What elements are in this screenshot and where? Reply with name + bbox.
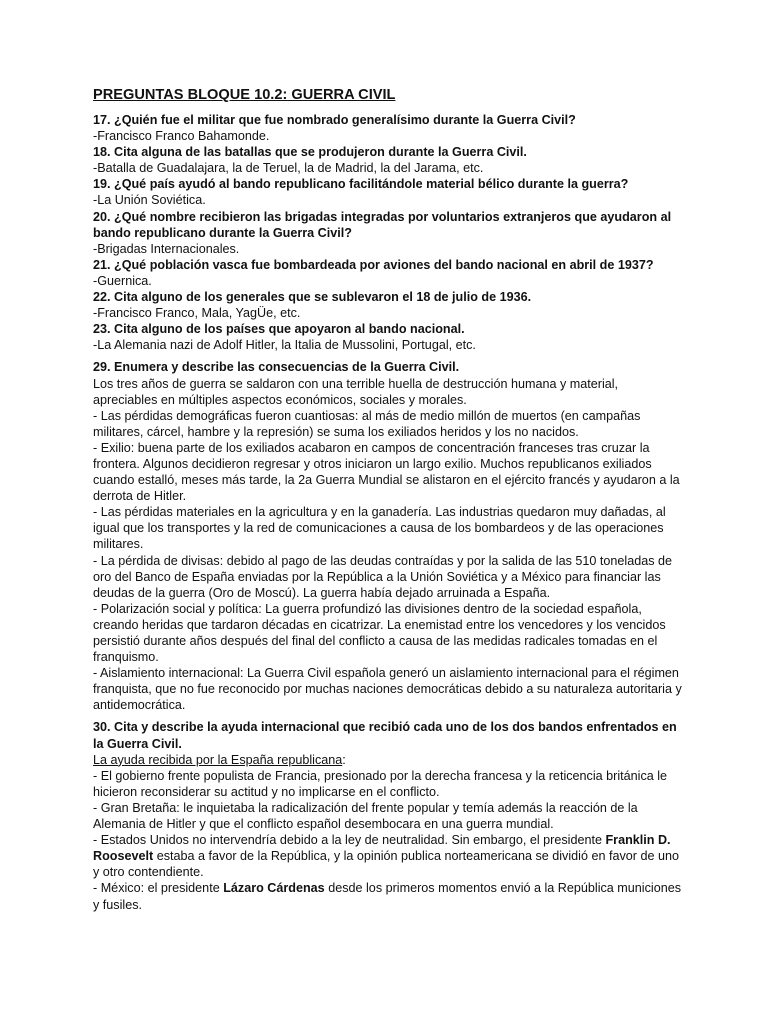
answer-19: -La Unión Soviética. bbox=[93, 193, 206, 208]
q29-paragraph: - Exilio: buena parte de los exiliados acabaron en campos de concentración franceses tras cruzar la frontera. Algunos decidieron regresar y otros iniciaron un largo exilio. Muchos republicanos exiliados cuando estalló, meses más tarde, la 2a Guerra Mundial se alistaron en el ejército francés y ayudaron a la derrota de Hitler. bbox=[93, 440, 680, 504]
q30-usa-bold-name: Franklin D. Roosevelt bbox=[93, 833, 671, 864]
document-title: PREGUNTAS BLOQUE 10.2: GUERRA CIVIL bbox=[93, 87, 396, 103]
q29-paragraph: - La pérdida de divisas: debido al pago de las deudas contraídas y por la salida de las 510 toneladas de oro del Banco de España enviadas por la República a la Unión Soviética y a México para financiar las deudas de la guerra (Oro de Moscú). La guerra había dejado arruinada a España. bbox=[93, 553, 673, 600]
answer-22: -Francisco Franco, Mala, YagÜe, etc. bbox=[93, 306, 301, 321]
q29-paragraph: - Las pérdidas materiales en la agricultura y en la ganadería. Las industrias quedaron muy dañadas, al igual que los transportes y la red de comunicaciones a causa de los bombardeos y de las operaciones militares. bbox=[93, 505, 666, 552]
q30-paragraph-mexico bbox=[93, 880, 683, 912]
question-30: 30. Cita y describe la ayuda internacional que recibió cada uno de los dos bandos enfrentados en la Guerra Civil. bbox=[93, 720, 677, 751]
q30-usa-text-2: estaba a favor de la República, y la opinión publica norteamericana se dividió en favor de uno y otro contendiente. bbox=[93, 849, 679, 880]
question-21: 21. ¿Qué población vasca fue bombardeada por aviones del bando nacional en abril de 1937? bbox=[93, 257, 654, 272]
q30-mexico-text-2: desde los primeros momentos envió a la República municiones y fusiles. bbox=[93, 881, 682, 912]
answer-17: -Francisco Franco Bahamonde. bbox=[93, 129, 270, 144]
question-22: 22. Cita alguno de los generales que se sublevaron el 18 de julio de 1936. bbox=[93, 290, 532, 305]
question-18: 18. Cita alguna de las batallas que se produjeron durante la Guerra Civil. bbox=[93, 145, 527, 160]
answer-21: -Guernica. bbox=[93, 273, 152, 288]
short-questions bbox=[93, 112, 683, 353]
question-19: 19. ¿Qué país ayudó al bando republicano facilitándole material bélico durante la guerra? bbox=[93, 177, 629, 192]
q30-paragraph-france: - El gobierno frente populista de Francia, presionado por la derecha francesa y la reticencia británica le hicieron reconsiderar su actitud y no implicarse en el conflicto. bbox=[93, 768, 668, 799]
q30-paragraph-usa bbox=[93, 832, 683, 880]
q29-paragraph: - Aislamiento internacional: La Guerra Civil española generó un aislamiento internacional para el régimen franquista, que no fue reconocido por muchas naciones democráticas debido a su naturaleza autoritaria y antidemocrática. bbox=[93, 666, 682, 713]
question-30-section bbox=[93, 719, 683, 912]
question-29-section bbox=[93, 359, 683, 713]
question-20: 20. ¿Qué nombre recibieron las brigadas integradas por voluntarios extranjeros que ayudaron al bando republicano durante la Guerra Civil? bbox=[93, 209, 672, 240]
answer-18: -Batalla de Guadalajara, la de Teruel, la de Madrid, la del Jarama, etc. bbox=[93, 161, 484, 176]
question-29: 29. Enumera y describe las consecuencias de la Guerra Civil. bbox=[93, 360, 460, 375]
question-23: 23. Cita alguno de los países que apoyaron al bando nacional. bbox=[93, 322, 465, 337]
answer-20: -Brigadas Internacionales. bbox=[93, 241, 240, 256]
q30-mexico-bold-name: Lázaro Cárdenas bbox=[223, 881, 325, 896]
q29-paragraph: Los tres años de guerra se saldaron con una terrible huella de destrucción humana y material, apreciables en múltiples aspectos económicos, sociales y morales. bbox=[93, 376, 619, 407]
q29-paragraph: - Polarización social y política: La guerra profundizó las divisiones dentro de la sociedad española, creando heridas que tardaron décadas en cicatrizar. La enemistad entre los vencedores y los vencidos persistió durante años después del final del conflicto a causa de las medidas radicales tomadas en el franquismo. bbox=[93, 601, 666, 665]
q30-paragraph-britain: - Gran Bretaña: le inquietaba la radicalización del frente popular y temía además la reacción de la Alemania de Hitler y que el conflicto español desembocara en una guerra mundial. bbox=[93, 800, 638, 832]
q30-subheading-colon: : bbox=[342, 752, 346, 767]
document-page bbox=[93, 86, 683, 913]
q29-paragraph: - Las pérdidas demográficas fueron cuantiosas: al más de medio millón de muertos (en campañas militares, cárcel, hambre y la represión) se suma los exiliados heridos y los no nacidos. bbox=[93, 408, 641, 439]
answer-23: -La Alemania nazi de Adolf Hitler, la Italia de Mussolini, Portugal, etc. bbox=[93, 338, 476, 353]
q30-subheading-text: La ayuda recibida por la España republicana bbox=[93, 752, 343, 767]
q30-usa-text-1: - Estados Unidos no intervendría debido a la ley de neutralidad. Sin embargo, el presidente bbox=[93, 833, 606, 848]
q30-subheading bbox=[93, 752, 683, 768]
question-17: 17. ¿Quién fue el militar que fue nombrado generalísimo durante la Guerra Civil? bbox=[93, 113, 576, 127]
q30-mexico-text-1: - México: el presidente bbox=[93, 881, 224, 896]
